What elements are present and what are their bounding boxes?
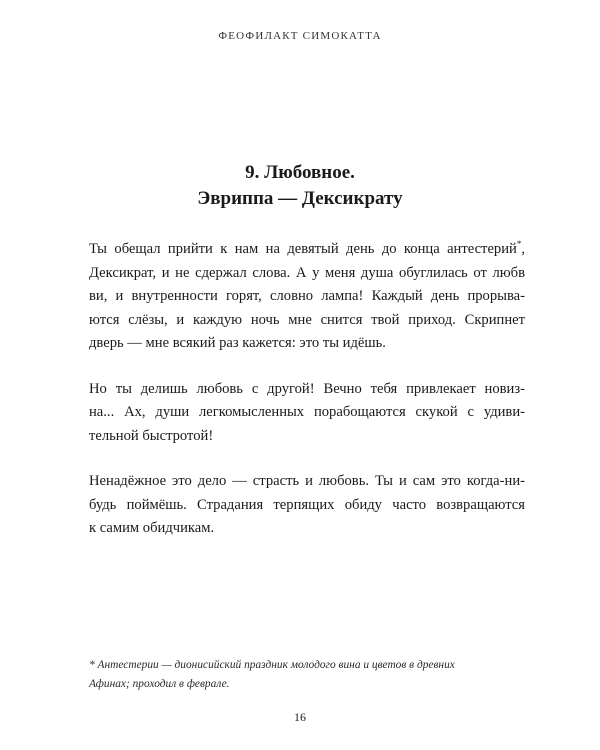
text-line: ются слёзы, и каждую ночь мне снится твой приход. Скрипнет: [89, 311, 525, 328]
chapter-title: [0, 160, 600, 212]
text-line: Ты обещал прийти к нам на девятый день до конца антестерий*,: [89, 239, 525, 257]
body-text: [89, 238, 525, 563]
paragraph-1: [89, 238, 525, 356]
text-line: Дексикрат, и не сдержал слова. А у меня душа обуглилась от любв: [89, 264, 525, 281]
text-line: будь поймёшь. Страдания терпящих обиду часто возвращаются: [89, 496, 525, 513]
text-line: тельной быстротой!: [89, 427, 214, 444]
text-line: дверь — мне всякий раз кажется: это ты идёшь.: [89, 335, 386, 351]
running-header: ФЕОФИЛАКТ СИМОКАТТА: [218, 30, 382, 42]
text-line: на... Ах, души легкомысленных порабощаются скукой с удиви-: [89, 404, 525, 420]
chapter-title-number: 9. Любовное.: [245, 162, 355, 183]
paragraph-3: [89, 470, 525, 541]
footnote-line: Афинах; проходил в феврале.: [89, 678, 230, 690]
footnote: [89, 656, 525, 694]
page-number: 16: [294, 710, 306, 724]
text-line: Но ты делишь любовь с другой! Вечно тебя привлекает новиз-: [89, 380, 525, 397]
paragraph-2: [89, 378, 525, 449]
text-line: ви, и внутренности горят, словно лампа! Каждый день прорыва-: [89, 288, 525, 304]
footnote-line: * Антестерии — дионисийский праздник молодого вина и цветов в древних: [89, 659, 455, 671]
footnote-marker: *: [516, 239, 522, 250]
text-line: Ненадёжное это дело — страсть и любовь. Ты и сам это когда-ни-: [89, 473, 525, 489]
text-line: к самим обидчикам.: [89, 520, 215, 536]
chapter-title-names: Эвриппа — Дексикрату: [197, 188, 403, 209]
